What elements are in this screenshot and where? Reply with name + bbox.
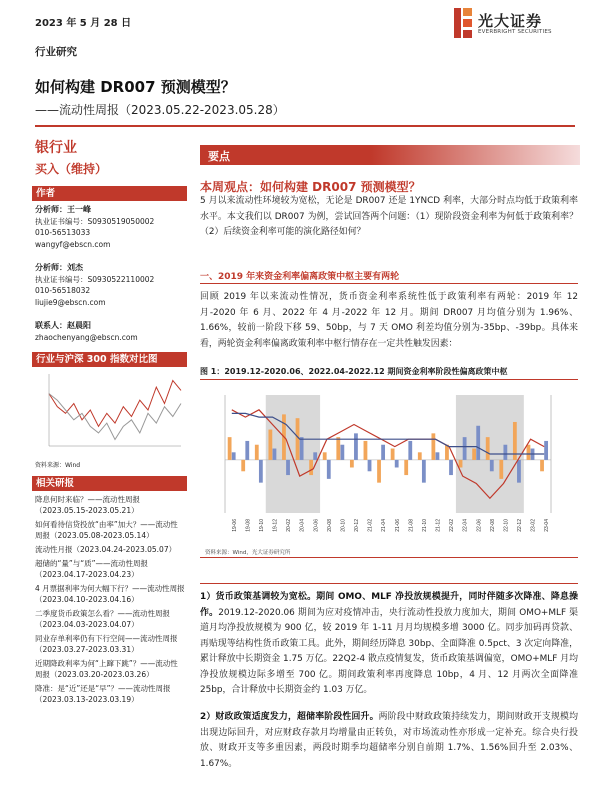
x-tick-label: 19-08 [245,519,252,532]
bar-mlf [259,460,263,483]
x-tick-label: 19-10 [258,519,265,532]
related-list [35,494,185,708]
bar-mlf [436,452,440,460]
bar-omo [472,449,476,460]
bar-mlf [503,445,507,460]
bar-mlf [422,460,426,483]
x-tick-label: 20-04 [299,519,306,532]
analyst-1-email[interactable]: wangyf@ebscn.com [35,239,111,249]
x-tick-label: 22-10 [503,519,510,532]
bar-mlf [381,445,385,460]
bar-omo [431,433,435,460]
x-tick-label: 20-10 [340,519,347,532]
x-tick-label: 20-08 [326,519,333,532]
bar-omo [268,430,272,460]
analyst-2-name: 分析师：刘杰 [35,263,83,272]
analyst-1 [35,204,185,250]
paragraph-divider [200,583,578,584]
main-section-header [200,145,580,165]
bar-mlf [327,460,331,479]
x-tick-label: 20-12 [354,519,361,532]
analyst-1-phone: 010-56513033 [35,228,91,237]
bar-mlf [517,460,521,483]
bar-omo [228,437,232,460]
analyst-2-phone: 010-56518032 [35,286,91,295]
analyst-1-cert: 执业证书编号：S0930519050002 [35,216,155,226]
analyst-2-email[interactable]: liujie9@ebscn.com [35,297,106,307]
x-tick-label: 20-06 [313,519,320,532]
related-item[interactable]: 降准：是“近”还是“早”？——流动性周报（2023.03.13-2023.03.19） [35,684,171,704]
authors-heading: 作者 [32,186,187,201]
main-section-label: 要点 [208,150,230,163]
bar-mlf [232,452,236,460]
section-1-divider [200,283,578,284]
title-divider [35,125,575,127]
report-title: 如何构建 DR007 预测模型？ [35,78,236,96]
bar-mlf [300,437,304,460]
figure-1-chart [205,383,575,545]
view-title: 本周观点：如何构建 DR007 预测模型？ [200,180,421,194]
index-series-line [49,381,181,427]
related-item[interactable]: 近期降政利率为何“上蹿下跳”？——流动性周报（2023.03.20-2023.03.26） [35,659,178,679]
x-tick-label: 20-02 [286,519,293,532]
related-item[interactable]: 流动性月报（2023.04.24-2023.05.07） [35,545,177,554]
x-tick-label: 23-02 [530,519,537,532]
bar-mlf [463,437,467,460]
contact-email[interactable]: zhaochenyang@ebscn.com [35,332,138,342]
point-2-paragraph [200,710,578,772]
related-item[interactable]: 降息何时来临？——流动性周报（2023.05.15-2023.05.21） [35,495,140,515]
bar-mlf [354,433,358,460]
x-tick-label: 22-06 [476,519,483,532]
bar-omo [540,460,544,471]
related-item[interactable]: 二季度货币政策怎么看？——流动性周报（2023.04.03-2023.04.07） [35,609,170,629]
index-comparison-chart [35,370,185,458]
bar-mlf [273,449,277,460]
bar-omo [364,441,368,460]
related-heading: 相关研报 [32,476,187,491]
x-tick-label: 21-12 [435,519,442,532]
bar-mlf [286,460,290,475]
figure-1-source: 资料来源：Wind，光大证券研究所 [205,550,291,556]
bar-omo [350,460,354,468]
x-tick-label: 22-04 [462,519,469,532]
bar-omo [309,460,313,475]
bar-omo [499,460,503,479]
report-subtitle: ——流动性周报（2023.05.22-2023.05.28） [35,103,285,117]
logo-mark-icon [452,8,474,38]
x-tick-label: 21-10 [421,519,428,532]
analyst-2-cert: 执业证书编号：S0930522110002 [35,274,155,284]
point-2-body: 两阶段中财政政策持续发力，期间财政开支规模均出现边际回升，对应财政存款月均增量由正转负，对市场流动性亦形成一定补充。综合央行投放、财政开支等多重因素，两段时期季均超储率分别自前期 1.7%、1.56%回升至 2.03%、1.67%。 [200,712,578,769]
x-tick-label: 21-06 [394,519,401,532]
contact [35,320,185,343]
logo-text-en: EVERBRIGHT SECURITIES [478,29,552,35]
x-tick-label: 22-12 [517,519,524,532]
point-2-lead: 2）财政政策适度发力，超储率阶段性回升。 [200,712,379,722]
analyst-2 [35,262,185,308]
bar-omo [377,460,381,483]
point-1-body: 2019.12-2020.06 期间为应对疫情冲击，央行流动性投放力度加大，期间 OMO+MLF 渠道月均净投放规模为 900 亿，较 2019 年 1-11 月月均规模多增 3000 亿。同步加码再贷款、再贴现等结构性货币政策工具。此外，期间经历降息 30bp、全面降准 0.5pct、3 次定向降准，累计释放中长期资金 1.75 万亿。22Q2-4 散点疫情复发，货币政策基调偏宽，OMO+MLF 月均净投放规模边际多增至 700 亿。期间政策利率再度降息 10bp，4 月、12 月两次全面降准 25bp，合计释放中长期资金约 1.03 万亿。 [200,607,578,695]
x-tick-label: 21-02 [367,519,374,532]
bar-omo [486,437,490,460]
industry-label: 银行业 [35,140,77,156]
index-series-line [49,394,181,440]
bar-mlf [340,445,344,460]
point-1-lead: 1）货币政策基调较为宽松。期间 OMO、MLF 净投放规模提升，同时伴随多次降准、降息操作。 [200,592,578,618]
x-tick-label: 23-04 [544,519,551,532]
company-logo [452,8,592,44]
rating-label: 买入（维持） [35,162,108,176]
x-tick-label: 19-12 [272,519,279,532]
x-tick-label: 21-08 [408,519,415,532]
figure-1-title: 图 1：2019.12-2020.06、2022.04-2022.12 期间资金利率阶段性偏离政策中枢 [200,367,508,376]
bar-mlf [245,441,249,460]
bar-mlf [313,452,317,460]
related-item[interactable]: 同业存单利率仍有下行空间——流动性周报（2023.03.27-2023.03.31） [35,634,178,654]
figure-1-divider [200,379,578,380]
x-tick-label: 22-02 [449,519,456,532]
bar-omo [418,452,422,460]
related-item[interactable]: 4 月票据利率为何大幅下行？——流动性周报（2023.04.10-2023.04.16） [35,584,185,604]
bar-omo [404,460,408,475]
bar-mlf [544,441,548,460]
bar-mlf [476,426,480,460]
bar-omo [255,445,259,460]
bar-omo [391,449,395,460]
related-item[interactable]: 如何看待信贷投放“由率”加大？——流动性周报（2023.05.08-2023.05.14） [35,520,178,540]
bar-omo [336,437,340,460]
bar-mlf [368,460,372,471]
bar-mlf [490,460,494,471]
bar-mlf [395,460,399,468]
bar-omo [527,445,531,460]
section-1-title: 一、2019 年来资金利率偏离政策中枢主要有两轮 [200,272,400,282]
x-tick-label: 21-04 [381,519,388,532]
bar-omo [323,452,327,460]
index-chart-heading: 行业与沪深 300 指数对比图 [32,352,187,367]
contact-name: 联系人：赵晨阳 [35,321,91,330]
intro-paragraph: 5 月以来流动性环境较为宽松，无论是 DR007 还是 1YNCD 利率，大部分时点均低于政策利率水平。本文我们以 DR007 为例，尝试回答两个问题：（1）现阶段资金利率为何低于政策利率？（2）后续资金利率可能的演化路径如何？ [200,196,578,237]
report-date: 2023 年 5 月 28 日 [35,18,132,29]
bar-mlf [449,460,453,475]
bar-mlf [408,441,412,460]
bar-omo [241,460,245,471]
x-tick-label: 22-08 [489,519,496,532]
report-category: 行业研究 [35,46,77,58]
section-1-body: 回顾 2019 年以来流动性情况，货币资金利率系统性低于政策利率有两轮：2019 年 12 月-2020 年 6 月、2022 年 4 月-2022 年 12 月。期间 DR007 月均值分别为 1.96%、1.66%，较前一阶段下移 59、50bp，与 7 天 OMO 利差均值分别为-35bp、-39bp。具体来看，两轮资金利率偏离政策利率中枢行情存在一定共性触发因素： [200,292,578,349]
figure-1-bottom-divider [200,557,578,558]
point-1-paragraph [200,590,578,699]
bar-omo [459,460,463,468]
analyst-1-name: 分析师：王一峰 [35,205,91,214]
index-chart-source: 资料来源：Wind [35,462,81,469]
related-item[interactable]: 超储的“量”与“质”——流动性周报（2023.04.17-2023.04.23） [35,559,149,579]
x-tick-label: 19-06 [231,519,238,532]
bar-omo [445,445,449,460]
logo-text-cn: 光大证券 [478,12,543,30]
